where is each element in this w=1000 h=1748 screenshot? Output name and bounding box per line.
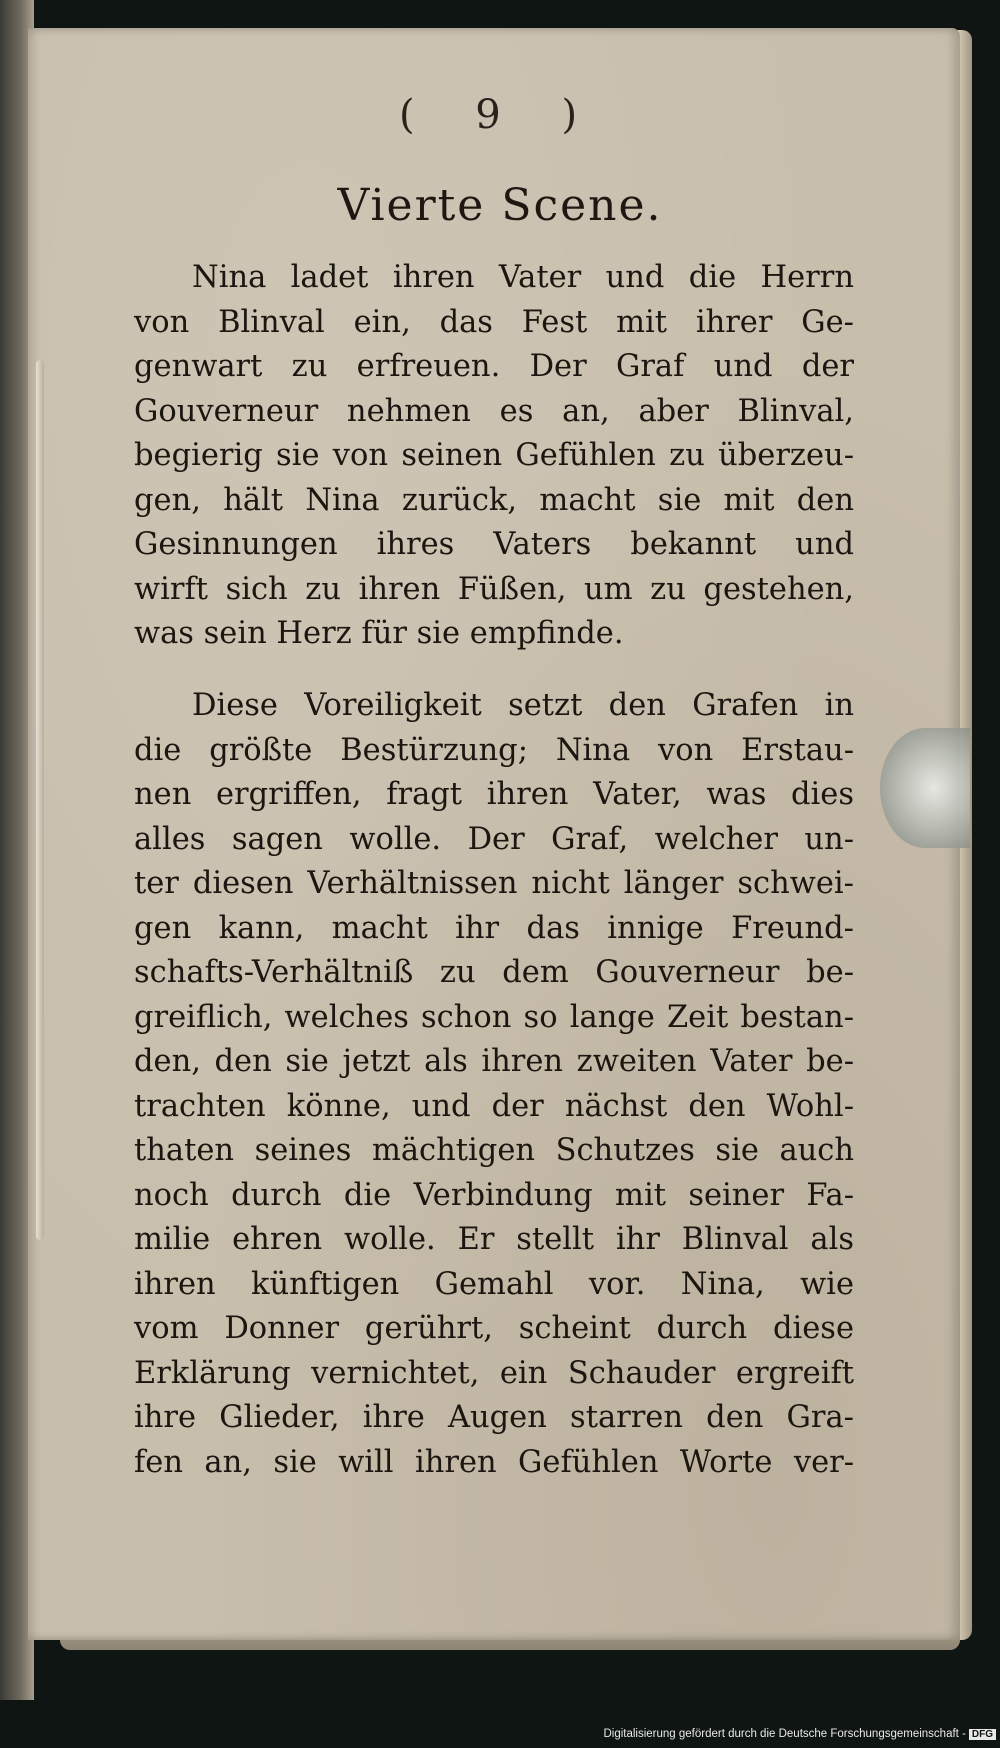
text-line: Gouverneur nehmen es an, aber Blinval,: [134, 393, 854, 429]
paragraph-1: [134, 256, 854, 657]
text-line: Erklärung vernichtet, ein Schauder ergreift: [134, 1355, 854, 1391]
page-number: ( 9 ): [398, 92, 602, 138]
text-line: Diese Voreiligkeit setzt den Grafen in: [192, 688, 854, 723]
credit-text: Digitalisierung gefördert durch die Deutsche Forschungsgemeinschaft -: [603, 1728, 966, 1740]
paragraph-2: [134, 684, 854, 1485]
text-line: noch durch die Verbindung mit seiner Fa-: [134, 1177, 854, 1213]
scene-title: Vierte Scene.: [337, 180, 663, 231]
text-line: trachten könne, und der nächst den Wohl-: [134, 1088, 854, 1124]
text-line: thaten seines mächtigen Schutzes sie auch: [134, 1133, 854, 1168]
text-line: alles sagen wolle. Der Graf, welcher un-: [134, 821, 854, 857]
binding-strip: [36, 360, 44, 1240]
page-clip: [880, 728, 970, 848]
text-line: begierig sie von seinen Gefühlen zu überzeu-: [134, 438, 854, 473]
text-line: was sein Herz für sie empfinde.: [134, 616, 624, 651]
text-line: die größte Bestürzung; Nina von Erstau-: [134, 732, 854, 768]
text-line: genwart zu erfreuen. Der Graf und der: [134, 349, 854, 384]
digitization-credit: [600, 1728, 996, 1746]
text-line: milie ehren wolle. Er stellt ihr Blinval als: [134, 1222, 854, 1257]
text-line: gen, hält Nina zurück, macht sie mit den: [134, 482, 854, 518]
text-line: den, den sie jetzt als ihren zweiten Vater be-: [134, 1044, 854, 1079]
text-line: schafts-Verhältniß zu dem Gouverneur be-: [134, 955, 854, 990]
text-line: ter diesen Verhältnissen nicht länger schwei-: [134, 866, 854, 901]
text-line: Nina ladet ihren Vater und die Herrn: [192, 260, 854, 295]
text-line: vom Donner gerührt, scheint durch diese: [134, 1311, 854, 1346]
text-line: Gesinnungen ihres Vaters bekannt und: [134, 527, 854, 562]
text-line: ihre Glieder, ihre Augen starren den Gra-: [134, 1400, 854, 1435]
text-line: wirft sich zu ihren Füßen, um zu gestehen,: [134, 571, 854, 607]
text-line: von Blinval ein, das Fest mit ihrer Ge-: [134, 304, 854, 340]
text-line: ihren künftigen Gemahl vor. Nina, wie: [134, 1266, 854, 1302]
text-line: gen kann, macht ihr das innige Freund-: [134, 910, 854, 946]
dfg-logo: DFG: [969, 1729, 996, 1740]
text-line: greiflich, welches schon so lange Zeit bestan-: [134, 999, 854, 1035]
text-line: nen ergriffen, fragt ihren Vater, was dies: [134, 777, 854, 812]
text-line: fen an, sie will ihren Gefühlen Worte ver-: [134, 1444, 854, 1480]
